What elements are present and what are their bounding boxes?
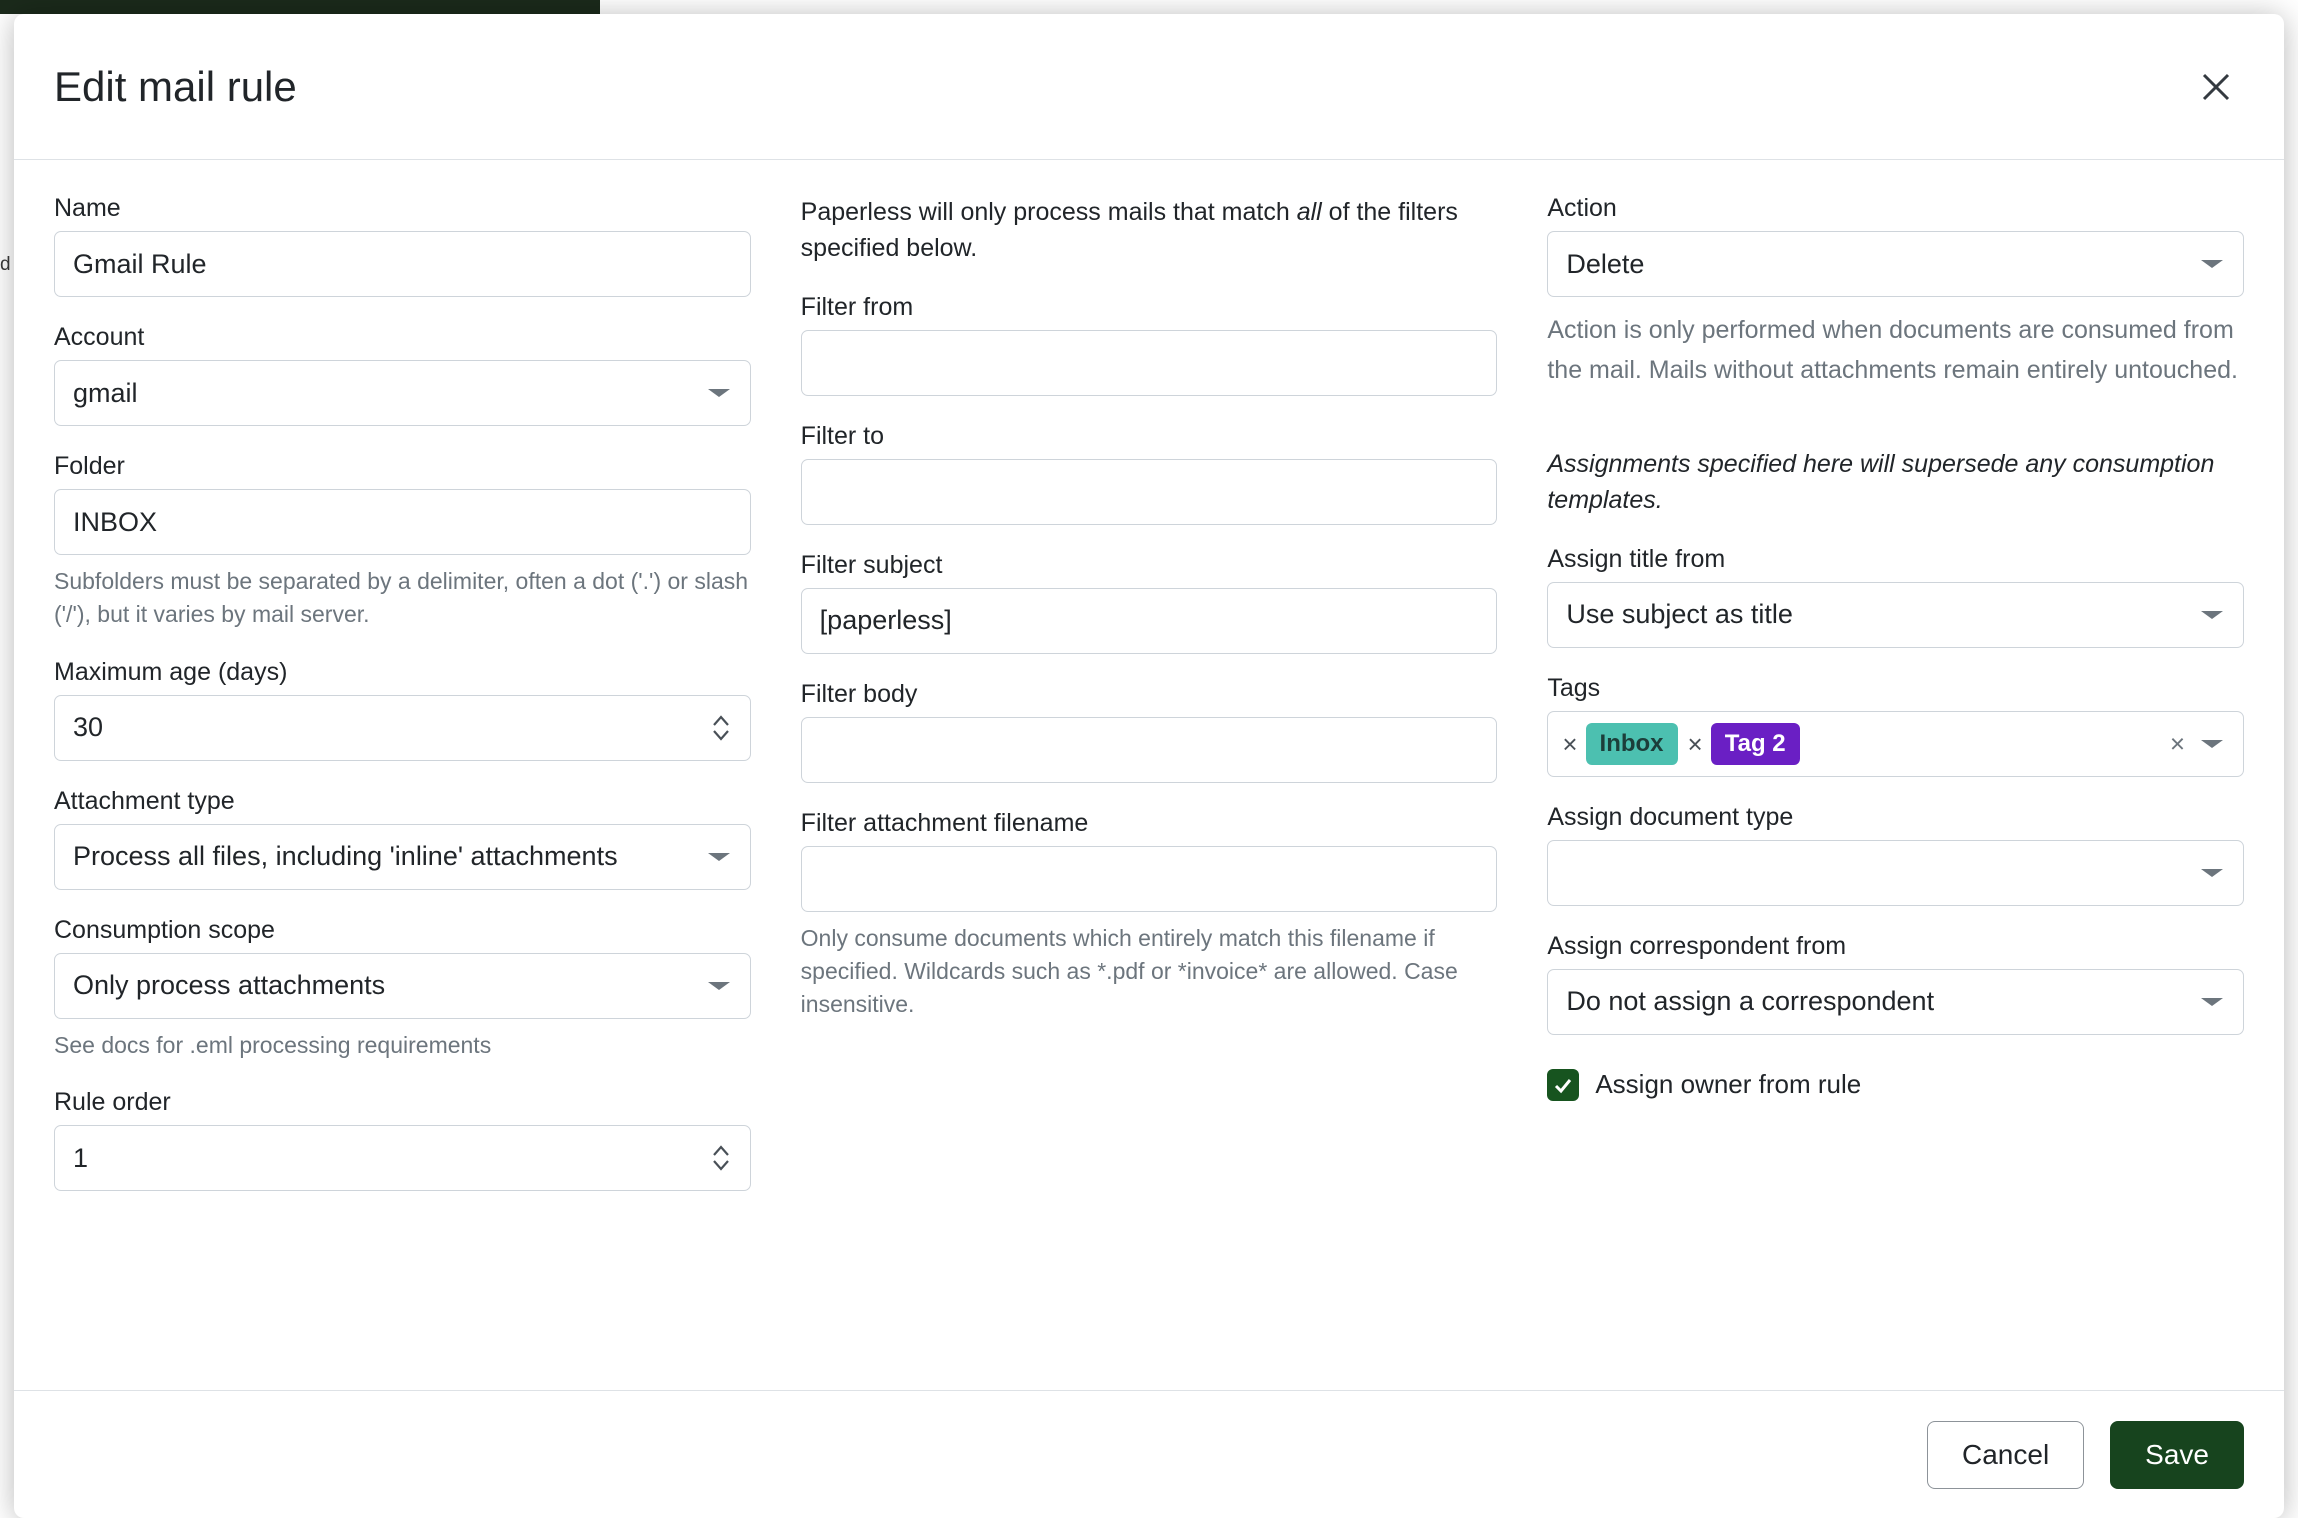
name-label: Name [54, 194, 121, 222]
maximum-age-value: 30 [73, 712, 104, 743]
folder-input[interactable] [54, 489, 751, 555]
filters-intro-prefix: Paperless will only process mails that match [800, 198, 1297, 226]
filters-intro-suffix: of the filters specified below. [800, 198, 1458, 263]
account-select[interactable] [54, 360, 751, 426]
assign-title-from-select[interactable] [1547, 582, 2244, 648]
attachment-type-label: Attachment type [54, 786, 235, 815]
action-help-text: Action is only performed when documents are consumed from the mail. Mails without attachments remain entirely untouched. [1547, 316, 2238, 384]
tags-label: Tags [1547, 673, 1601, 702]
tag-chip[interactable]: Tag 2 [1711, 723, 1800, 765]
filters-intro-emphasis: all [1296, 198, 1322, 226]
action-select[interactable] [1547, 231, 2244, 297]
assign-owner-label: Assign owner from rule [1595, 1069, 1862, 1099]
stepper-arrows-icon[interactable] [710, 711, 732, 745]
assign-title-from-value: Use subject as title [1566, 599, 1793, 629]
account-label: Account [54, 323, 145, 351]
filters-intro-text [801, 194, 1498, 267]
page-title: Edit mail rule [54, 62, 297, 110]
account-select-value: gmail [73, 377, 138, 408]
assign-owner-checkbox[interactable] [1547, 1069, 1579, 1101]
assign-title-from-label: Assign title from [1547, 544, 1726, 573]
filter-body-label: Filter body [800, 679, 918, 708]
close-icon[interactable] [2188, 59, 2244, 115]
consumption-scope-help-text: See docs for .eml processing requirements [54, 1031, 492, 1058]
backdrop-topbar [0, 0, 600, 14]
save-button[interactable]: Save [2110, 1421, 2244, 1489]
attachment-type-select[interactable] [54, 824, 751, 890]
filter-subject-label: Filter subject [800, 550, 943, 579]
rule-order-value: 1 [73, 1142, 89, 1173]
clear-all-icon[interactable]: × [2169, 728, 2186, 758]
cancel-button[interactable]: Cancel [1927, 1421, 2084, 1489]
assign-correspondent-label: Assign correspondent from [1547, 931, 1847, 960]
backdrop-ghost-text: d [0, 254, 11, 275]
consumption-scope-value: Only process attachments [73, 970, 386, 1001]
filter-body-input[interactable] [801, 717, 1498, 783]
chevron-down-icon [708, 389, 730, 397]
chevron-down-icon [708, 982, 730, 990]
action-label: Action [1547, 194, 1617, 222]
filter-to-input[interactable] [801, 459, 1498, 525]
column-general [54, 194, 751, 1191]
folder-help-text: Subfolders must be separated by a delimiter, often a dot ('.') or slash ('/'), but it varies by mail server. [54, 568, 749, 628]
filter-attachment-filename-label: Filter attachment filename [800, 808, 1089, 837]
maximum-age-stepper[interactable] [54, 695, 751, 761]
rule-order-label: Rule order [54, 1088, 171, 1117]
tag-item [1562, 723, 1677, 765]
tag-item [1688, 723, 1800, 765]
name-input[interactable] [54, 231, 751, 297]
name-input-value: Gmail Rule [73, 248, 207, 279]
folder-label: Folder [54, 452, 125, 480]
tag-chip[interactable]: Inbox [1586, 723, 1678, 765]
column-filters [801, 194, 1498, 1022]
assignments-note: Assignments specified here will supersede any consumption templates. [1547, 450, 2215, 515]
assign-correspondent-value: Do not assign a correspondent [1566, 986, 1935, 1016]
rule-order-stepper[interactable] [54, 1125, 751, 1191]
chevron-down-icon [2201, 611, 2223, 619]
chevron-down-icon [2201, 260, 2223, 268]
assign-document-type-label: Assign document type [1547, 802, 1794, 831]
folder-input-value: INBOX [73, 506, 158, 537]
dialog-body [14, 160, 2284, 1390]
consumption-scope-label: Consumption scope [54, 915, 275, 944]
chevron-down-icon[interactable] [2201, 740, 2223, 748]
assign-correspondent-select[interactable] [1547, 969, 2244, 1035]
chevron-down-icon [2201, 998, 2223, 1006]
filter-from-input[interactable] [801, 330, 1498, 396]
backdrop-left-strip [0, 14, 14, 1518]
remove-tag-icon[interactable]: × [1562, 728, 1578, 759]
tags-multiselect[interactable] [1547, 711, 2244, 777]
filter-subject-input[interactable] [801, 588, 1498, 654]
stepper-arrows-icon[interactable] [710, 1141, 732, 1175]
assign-owner-row[interactable] [1547, 1069, 2244, 1101]
remove-tag-icon[interactable]: × [1687, 728, 1703, 759]
chevron-down-icon [2201, 869, 2223, 877]
dialog-footer [14, 1390, 2284, 1518]
dialog-header [14, 14, 2284, 160]
filter-from-label: Filter from [800, 292, 914, 321]
filter-attachment-filename-input[interactable] [801, 846, 1498, 912]
filter-attachment-help-text: Only consume documents which entirely match this filename if specified. Wildcards such as *.pdf or *invoice* are allowed. Case insensitive. [800, 924, 1458, 1018]
chevron-down-icon [708, 853, 730, 861]
consumption-scope-select[interactable] [54, 953, 751, 1019]
maximum-age-label: Maximum age (days) [54, 657, 288, 686]
filter-to-label: Filter to [800, 421, 885, 450]
edit-mail-rule-dialog [14, 14, 2284, 1518]
filter-subject-value: [paperless] [819, 605, 952, 635]
action-select-value: Delete [1566, 248, 1645, 279]
attachment-type-value: Process all files, including 'inline' attachments [73, 841, 618, 872]
assign-document-type-select[interactable] [1547, 840, 2244, 906]
column-actions [1547, 194, 2244, 1101]
